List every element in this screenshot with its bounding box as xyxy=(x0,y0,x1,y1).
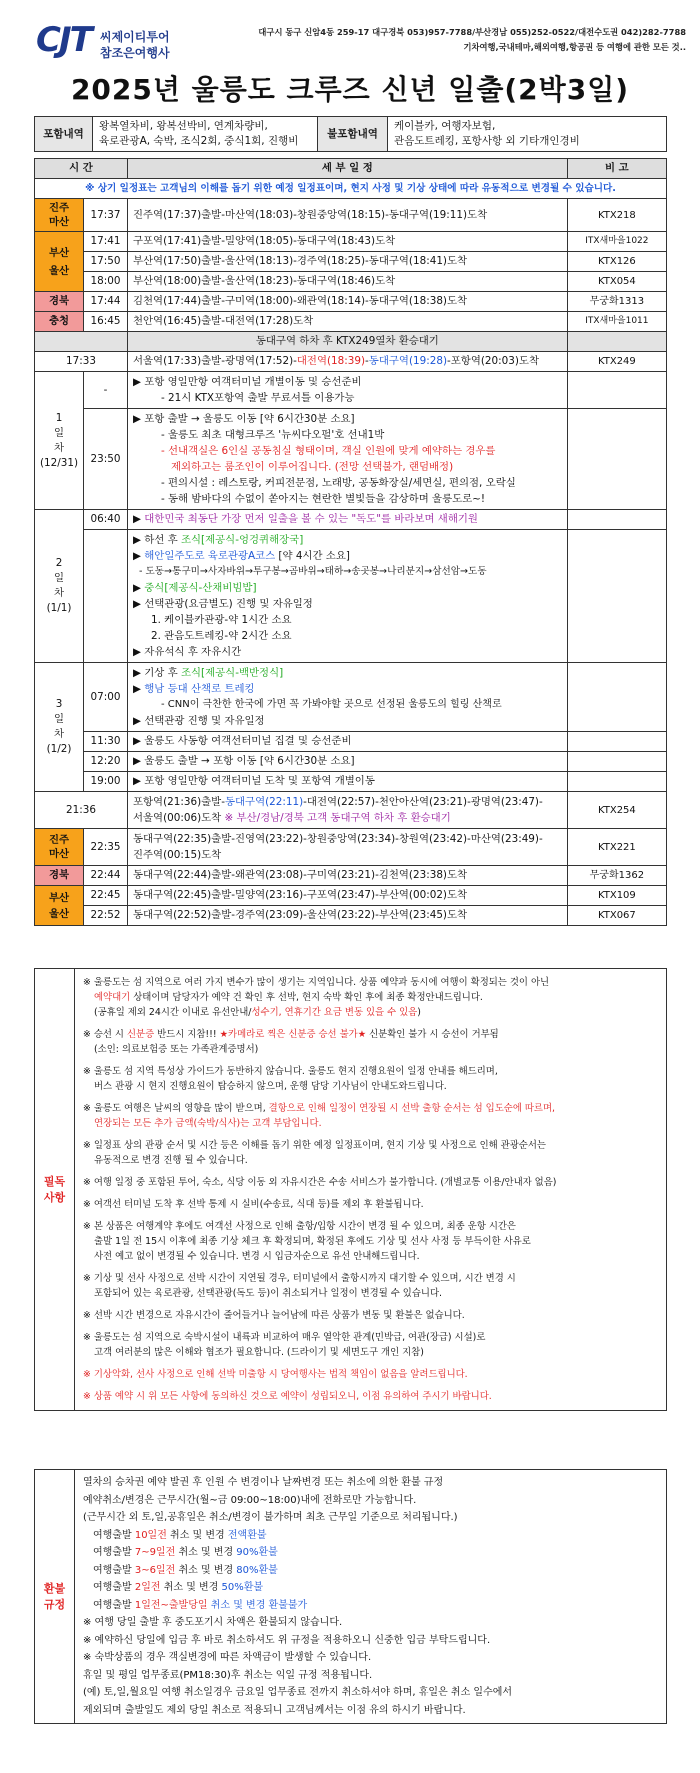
day2-row-b xyxy=(35,530,667,663)
schedule-cell: ▶ 포항 영일만항 여객터미널 도착 및 포항역 개별이동 xyxy=(127,772,567,792)
train-remark: KTX054 xyxy=(567,272,666,292)
time-cell: 11:30 xyxy=(84,732,128,752)
page-header xyxy=(0,0,700,66)
rule-refund: 80%환불 xyxy=(236,1564,278,1576)
note-item: ※ 여행 일정 중 포함된 투어, 숙소, 식당 이동 외 자유시간은 수송 서비스가 불가합니다. (개별교통 이용/안내자 없음) xyxy=(83,1177,557,1188)
table-row xyxy=(35,886,667,906)
company-logo xyxy=(30,14,200,64)
inclusions-line: 왕복열차비, 왕복선박비, 연계차량비, xyxy=(99,120,268,132)
train-remark: KTX109 xyxy=(567,886,666,906)
rule-text: 취소 및 변경 xyxy=(207,1599,269,1611)
time-cell: 22:44 xyxy=(84,866,128,886)
train-remark: KTX067 xyxy=(567,906,666,926)
schedule-line xyxy=(133,548,562,564)
logo-subname: 참조은여행사 xyxy=(100,46,170,60)
note-text: 반드시 지참!!! xyxy=(154,1029,220,1040)
note-item: ※ 기상악화, 선사 사정으로 인해 선박 미출항 시 당여행사는 법적 책임이 없음을 알려드립니다. xyxy=(83,1369,468,1380)
schedule-cell xyxy=(127,663,567,732)
time-cell: 17:33 xyxy=(35,352,128,372)
schedule-cell: 부산역(18:00)출발-울산역(18:23)-동대구역(18:46)도착 xyxy=(127,272,567,292)
route-segment: 동대구역(19:28) xyxy=(368,355,447,367)
rule-text: 여행출발 xyxy=(93,1564,135,1576)
table-row xyxy=(35,906,667,926)
note-item xyxy=(83,1219,658,1264)
page-title: 2025년 울릉도 크루즈 신년 일출(2박3일) xyxy=(70,73,630,106)
col-header-time: 시 간 xyxy=(35,159,128,179)
refund-rule xyxy=(83,1527,658,1545)
schedule-line xyxy=(133,794,562,810)
note-line: 사전 예고 없이 변경될 수 있습니다. 변경 시 입금자순으로 유선 안내해드립니다. xyxy=(94,1251,420,1262)
exclusions-line: 관음도트레킹, 포항사항 외 기타개인경비 xyxy=(394,135,580,147)
schedule-cell: 김천역(17:44)출발-구미역(18:00)-왜관역(18:14)-동대구역(18:38)도착 xyxy=(127,292,567,312)
refund-line: 제외되며 출발일도 제외 당일 취소로 적용되니 고객님께서는 이점 유의 하시기 바랍니다. xyxy=(83,1704,466,1716)
route-segment: -대전역(22:57)-천안아산역(23:21)-광명역(23:47)- xyxy=(303,796,543,808)
inclusions-table xyxy=(34,116,667,152)
table-row xyxy=(35,252,667,272)
region-busan-ulsan: 부산 울산 xyxy=(35,232,84,292)
exclusions-list xyxy=(388,117,667,152)
schedule-bullet: ▶ xyxy=(132,513,145,525)
note-highlight: 신분증 xyxy=(126,1029,155,1040)
schedule-text: ▶ 하선 후 xyxy=(132,534,181,546)
exclusions-label: 불포함내역 xyxy=(318,117,388,152)
schedule-line: - 동해 밤바다의 수없이 쏟아지는 현란한 별빛들을 감상하며 울릉도로~! xyxy=(160,493,486,505)
schedule-line: ▶ 선택관광 진행 및 자유일정 xyxy=(132,715,265,727)
schedule-cell: 진주역(17:37)출발-마산역(18:03)-창원중앙역(18:15)-동대구역(19:11)도착 xyxy=(127,199,567,232)
table-row xyxy=(35,792,667,829)
rule-refund: 전액환불 xyxy=(227,1529,267,1541)
note-line: 출발 1일 전 15시 이후에 최종 기상 체크 후 확정되며, 확정된 후에도 기상 및 선사 사정 등 부득이한 사유로 xyxy=(94,1236,531,1247)
train-remark: KTX254 xyxy=(567,792,666,829)
schedule-line: - 편의시설 : 레스토랑, 커피전문점, 노래방, 공동화장실/세면실, 편의점, 오락실 xyxy=(160,477,516,489)
schedule-cell: 동대구역(22:44)출발-왜관역(23:08)-구미역(23:21)-김천역(23:38)도착 xyxy=(127,866,567,886)
schedule-cell: ▶ 울릉도 출발 → 포항 이동 [약 6시간30분 소요] xyxy=(127,752,567,772)
schedule-line xyxy=(133,580,562,596)
tour-course: 해안일주도로 육로관광A코스 xyxy=(144,550,276,562)
table-row xyxy=(35,352,667,372)
schedule-text: ▶ xyxy=(132,683,145,695)
note-line xyxy=(83,1027,658,1042)
time-cell: 21:36 xyxy=(35,792,128,829)
meal-info: 조식[제공식-백반정식] xyxy=(180,667,284,679)
schedule-line: 진주역(00:15)도착 xyxy=(132,849,222,861)
schedule-line: - 선내객실은 6인실 공동침실 형태이며, 객실 인원에 맞게 예약하는 경우를 xyxy=(160,445,496,457)
route-segment: -포항역(20:03)도착 xyxy=(447,355,539,367)
refund-label: 환불 규정 xyxy=(35,1470,75,1724)
rule-refund: 환불불가 xyxy=(268,1599,308,1611)
note-line: ※ 본 상품은 여행계약 후에도 여객선 사정으로 인해 출항/입항 시간이 변경 될 수 있으며, 최종 운항 시간은 xyxy=(83,1221,516,1232)
schedule-cell xyxy=(127,530,567,663)
train-remark: KTX221 xyxy=(567,829,666,866)
time-cell: - xyxy=(84,372,128,409)
notes-table xyxy=(34,968,667,1411)
table-row xyxy=(35,232,667,252)
schedule-line: 2. 관음도트레킹-약 2시간 소요 xyxy=(150,630,292,642)
rule-period: 10일전 xyxy=(134,1529,167,1541)
inclusions-line: 육로관광A, 숙박, 조식2회, 중식1회, 진행비 xyxy=(99,135,299,147)
rule-period: 2일전 xyxy=(134,1582,161,1593)
refund-line: (근무시간 외 토,일,공휴일은 취소/변경이 불가하며 최초 근무일 기준으로 처리됩니다.) xyxy=(83,1512,458,1523)
table-row xyxy=(35,199,667,232)
time-cell: 22:35 xyxy=(84,829,128,866)
day1-row-a xyxy=(35,372,667,409)
day2-label: 2 일 차 (1/1) xyxy=(35,510,84,663)
schedule-line xyxy=(133,532,562,548)
notes-content xyxy=(75,969,667,1411)
note-line: (소인: 의료보험증 또는 가족관계증명서) xyxy=(94,1044,259,1055)
note-line: ※ 울릉도 섬 지역 특성상 가이드가 동반하지 않습니다. 울릉도 현지 진행요원이 일정 안내를 해드리며, xyxy=(83,1066,498,1077)
schedule-line: ▶ 선택관광(요금별도) 진행 및 자유일정 xyxy=(132,598,313,610)
schedule-line: 동대구역(22:35)출발-진영역(23:22)-창원중앙역(23:34)-창원역(23:42)-마산역(23:49)- xyxy=(132,833,543,845)
schedule-cell: ▶ 울릉도 사동항 여객선터미널 집결 및 승선준비 xyxy=(127,732,567,752)
note-item xyxy=(83,1101,658,1131)
notes-label: 필독 사항 xyxy=(35,969,75,1411)
time-cell: 16:45 xyxy=(84,312,128,332)
table-row xyxy=(35,866,667,886)
schedule-cell xyxy=(127,372,567,409)
note-text: ※ 울릉도 여행은 날씨의 영향을 많이 받으며, xyxy=(83,1103,269,1114)
note-item xyxy=(83,1027,658,1057)
note-line xyxy=(83,990,658,1005)
note-highlight: 예약대기 xyxy=(94,992,131,1003)
refund-rule xyxy=(83,1579,658,1597)
transfer-note: ※ 부산/경남/경북 고객 동대구역 하차 후 환승대기 xyxy=(224,812,451,824)
day3-row-d xyxy=(35,772,667,792)
schedule-line xyxy=(133,665,562,681)
note-line xyxy=(83,1005,658,1020)
contact-info: 대구시 동구 신암4동 259-17 대구경북 053)957-7788/부산경남 055)252-0522/대전수도권 042)282-7788 xyxy=(258,27,686,37)
day3-row-b xyxy=(35,732,667,752)
rule-period: 1일전~출발당일 xyxy=(134,1599,208,1611)
refund-rule xyxy=(83,1544,658,1562)
time-cell: 18:00 xyxy=(84,272,128,292)
transfer-row xyxy=(35,332,667,352)
company-tagline: 기차여행,국내테마,해외여행,항공권 등 여행에 관한 모든 것.. xyxy=(463,42,686,52)
schedule-line: ▶ 포항 출발 → 울릉도 이동 [약 6시간30분 소요] xyxy=(132,413,355,425)
note-text: ) xyxy=(417,1007,421,1018)
region-gyeongbuk: 경북 xyxy=(35,866,84,886)
note-highlight: ★카메라로 찍은 신분증 승선 불가★ xyxy=(219,1029,367,1040)
note-item: ※ 상품 예약 시 위 모든 사항에 동의하신 것으로 예약이 성립되오니, 이점 유의하여 주시기 바랍니다. xyxy=(83,1391,492,1402)
note-line: ※ 기상 및 선사 사정으로 선박 시간이 지연될 경우, 터미널에서 출항시까지 대기할 수 있으며, 시간 변경 시 xyxy=(83,1273,516,1284)
schedule-cell xyxy=(127,829,567,866)
note-line: ※ 울릉도는 섬 지역으로 숙박시설이 내륙과 비교하여 매우 열악한 관계(민박급, 여관(장급) 시설)로 xyxy=(83,1332,486,1343)
refund-table xyxy=(34,1469,667,1724)
refund-line: 열차의 승차권 예약 발권 후 인원 수 변경이나 날짜변경 또는 취소에 의한 환불 규정 xyxy=(83,1477,444,1488)
col-header-schedule: 세 부 일 정 xyxy=(127,159,567,179)
train-remark: 무궁화1313 xyxy=(567,292,666,312)
day3-label: 3 일 차 (1/2) xyxy=(35,663,84,792)
note-line: ※ 일정표 상의 관광 순서 및 시간 등은 이해를 돕기 위한 예정 일정표이며, 현지 기상 및 사정으로 인해 관광순서는 xyxy=(83,1140,546,1151)
table-row xyxy=(35,829,667,866)
schedule-cell xyxy=(127,352,567,372)
rule-text: 여행출발 xyxy=(93,1599,135,1611)
logo-name: 씨제이티투어 xyxy=(100,30,170,44)
schedule-text: ▶ xyxy=(132,550,145,562)
region-busan-ulsan: 부산 울산 xyxy=(35,886,84,926)
time-cell: 22:52 xyxy=(84,906,128,926)
day3-row-c xyxy=(35,752,667,772)
refund-line: 예약취소/변경은 근무시간(월~금 09:00~18:00)내에 전화로만 가능합니다. xyxy=(83,1494,417,1506)
refund-rule xyxy=(83,1562,658,1580)
schedule-line: - 21시 KTX포항역 출발 무료셔틀 이용가능 xyxy=(160,392,355,404)
route-segment: 서울역(17:33)출발-광명역(17:52)- xyxy=(132,355,297,367)
route-segment: - xyxy=(365,355,369,367)
rule-text: 여행출발 xyxy=(93,1529,135,1541)
day1-row-b xyxy=(35,409,667,510)
train-remark: 무궁화1362 xyxy=(567,866,666,886)
refund-content xyxy=(75,1470,667,1724)
schedule-line: - CNN이 극찬한 한국에 가면 꼭 가봐야할 곳으로 선정된 울릉도의 힐링 산책로 xyxy=(160,699,502,710)
note-highlight: 성수기, 연휴기간 요금 변동 있을 수 있음 xyxy=(251,1007,418,1018)
rule-refund: 50%환불 xyxy=(221,1582,264,1593)
refund-line: (예) 토,일,월요일 여행 취소일경우 금요일 업무종료 전까지 취소하셔야 하며, 휴일은 취소 일수에서 xyxy=(83,1687,513,1698)
note-text: 신분확인 불가 시 승선이 거부됨 xyxy=(366,1029,499,1040)
note-item xyxy=(83,1138,658,1168)
schedule-cell: 구포역(17:41)출발-밀양역(18:05)-동대구역(18:43)도착 xyxy=(127,232,567,252)
time-cell: 06:40 xyxy=(84,510,128,530)
logo-mark: CJT xyxy=(36,20,91,60)
train-remark: KTX249 xyxy=(567,352,666,372)
note-item: ※ 여객선 터미널 도착 후 선박 통제 시 실비(수송료, 식대 등)를 제외 후 환불됩니다. xyxy=(83,1199,424,1210)
day1-label: 1 일 차 (12/31) xyxy=(35,372,84,510)
schedule-line xyxy=(133,681,562,697)
note-item: ※ 선박 시간 변경으로 자유시간이 줄어들거나 늘어남에 따른 상품가 변동 및 환불은 없습니다. xyxy=(83,1310,465,1321)
table-row xyxy=(35,272,667,292)
time-cell: 17:44 xyxy=(84,292,128,312)
refund-line: ※ 숙박상품의 경우 객실변경에 따른 차액금이 발생할 수 있습니다. xyxy=(83,1652,372,1663)
refund-line: 휴일 및 평일 업무종료(PM18:30)후 취소는 익일 규정 적용됩니다. xyxy=(83,1669,373,1681)
tour-route: - 도동→통구미→사자바위→투구봉→곰바위→태하→송곳봉→나리분지→삼선암→도동 xyxy=(138,566,487,577)
note-line: 유동적으로 변경 진행 될 수 있습니다. xyxy=(94,1155,248,1166)
meal-info: 조식[제공식-엉겅퀴해장국] xyxy=(180,534,304,546)
refund-rule xyxy=(83,1597,658,1615)
time-cell: 19:00 xyxy=(84,772,128,792)
time-cell: 12:20 xyxy=(84,752,128,772)
note-line: 포함되어 있는 육로관광, 선택관광(독도 등)이 취소되거나 일정이 변경될 수 있습니다. xyxy=(94,1288,443,1299)
region-jinju-masan: 진주 마산 xyxy=(35,199,84,232)
day2-row-a xyxy=(35,510,667,530)
schedule-line: ▶ 포항 영일만항 여객터미널 개별이동 및 승선준비 xyxy=(132,376,362,388)
route-segment: 대전역(18:39) xyxy=(296,355,366,367)
schedule-text: ▶ xyxy=(132,582,145,594)
schedule-cell xyxy=(127,510,567,530)
schedule-cell: 부산역(17:50)출발-울산역(18:13)-경주역(18:25)-동대구역(18:41)도착 xyxy=(127,252,567,272)
inclusions-label: 포함내역 xyxy=(35,117,93,152)
schedule-line: 1. 케이블카관광-약 1시간 소요 xyxy=(150,614,292,626)
train-remark: KTX218 xyxy=(567,199,666,232)
note-text: (공휴일 제외 24시간 이내로 유선안내/ xyxy=(94,1007,252,1018)
rule-period: 7~9일전 xyxy=(134,1547,176,1558)
time-cell: 22:45 xyxy=(84,886,128,906)
train-remark: ITX새마을1011 xyxy=(567,312,666,332)
note-item xyxy=(83,1271,658,1301)
region-chungcheong: 충청 xyxy=(35,312,84,332)
rule-refund: 90%환불 xyxy=(236,1547,278,1558)
schedule-text: ▶ 기상 후 xyxy=(132,667,181,679)
schedule-cell xyxy=(127,409,567,510)
region-jinju-masan: 진주 마산 xyxy=(35,829,84,866)
schedule-text: [약 4시간 소요] xyxy=(275,550,350,562)
schedule-cell xyxy=(127,792,567,829)
day3-row-a xyxy=(35,663,667,732)
table-row xyxy=(35,312,667,332)
note-line: 연장되는 모든 추가 금액(숙박/식사)는 고객 부담입니다. xyxy=(94,1118,322,1129)
time-cell: 17:41 xyxy=(84,232,128,252)
rule-text: 취소 및 변경 xyxy=(160,1582,222,1593)
col-header-remark: 비 고 xyxy=(567,159,666,179)
rule-text: 여행출발 xyxy=(93,1582,135,1593)
region-gyeongbuk: 경북 xyxy=(35,292,84,312)
schedule-notice: ※ 상기 일정표는 고객님의 이해를 돕기 위한 예정 일정표이며, 현지 사정 및 기상 상태에 따라 유동적으로 변경될 수 있습니다. xyxy=(35,179,667,199)
inclusions-list xyxy=(93,117,318,152)
rule-text: 취소 및 변경 xyxy=(175,1564,237,1576)
rule-period: 3~6일전 xyxy=(134,1564,176,1576)
note-text: 상태이며 담당자가 예약 건 확인 후 선박, 현지 숙박 확인 후에 최종 확정안내드립니다. xyxy=(130,992,483,1003)
schedule-line: ▶ 자유석식 후 자유시간 xyxy=(132,646,242,658)
schedule-cell: 천안역(16:45)출발-대전역(17:28)도착 xyxy=(127,312,567,332)
rule-text: 취소 및 변경 xyxy=(175,1547,237,1558)
schedule-line: - 울릉도 최초 대형크루즈 '뉴씨다오펄'호 선내1박 xyxy=(160,429,385,441)
route-segment: 서울역(00:06)도착 xyxy=(132,812,225,824)
schedule-cell: 동대구역(22:45)출발-밀양역(23:16)-구포역(23:47)-부산역(00:02)도착 xyxy=(127,886,567,906)
note-highlight: 결항으로 인해 일정이 연장될 시 선박 출항 순서는 섬 입도순에 따르며, xyxy=(268,1103,556,1114)
rule-text: 취소 및 변경 xyxy=(166,1529,228,1541)
note-item xyxy=(83,1330,658,1360)
transfer-notice: 동대구역 하차 후 KTX249열차 환승대기 xyxy=(127,332,567,352)
table-row xyxy=(35,292,667,312)
exclusions-line: 케이블카, 여행자보험, xyxy=(394,120,496,132)
schedule-line: 제외하고는 룸조인이 이루어집니다. (전망 선택불가, 랜덤배정) xyxy=(170,461,454,473)
train-remark: KTX126 xyxy=(567,252,666,272)
itinerary-table xyxy=(34,158,667,926)
tour-course: 행남 등대 산책로 트레킹 xyxy=(144,683,255,695)
note-line xyxy=(83,1101,658,1116)
note-line: 버스 관광 시 현지 진행요원이 탑승하지 않으며, 운행 담당 기사님이 안내도와드립니다. xyxy=(94,1081,447,1092)
schedule-line: 대한민국 최동단 가장 먼저 일출을 볼 수 있는 "독도"를 바라보며 새해기원 xyxy=(144,513,478,525)
refund-line: ※ 예약하신 당일에 입금 후 바로 취소하셔도 위 규정을 적용하오니 신중한 입금 부탁드립니다. xyxy=(83,1634,491,1646)
route-segment: 동대구역(22:11) xyxy=(224,796,304,808)
route-segment: 포항역(21:36)출발- xyxy=(132,796,225,808)
note-item xyxy=(83,1064,658,1094)
meal-info: 중식[제공식-산채비빔밥] xyxy=(144,582,257,594)
note-line: 고객 여러분의 많은 이해와 협조가 필요합니다. (드라이기 및 세면도구 개인 지참) xyxy=(94,1347,424,1358)
time-cell: 17:50 xyxy=(84,252,128,272)
time-cell: 07:00 xyxy=(84,663,128,732)
note-item xyxy=(83,975,658,1020)
note-text: ※ 승선 시 xyxy=(83,1029,127,1040)
schedule-line xyxy=(133,810,562,826)
time-cell: 17:37 xyxy=(84,199,128,232)
time-cell: 23:50 xyxy=(84,409,128,510)
train-remark: ITX새마을1022 xyxy=(567,232,666,252)
rule-text: 여행출발 xyxy=(93,1547,135,1558)
refund-line: ※ 여행 당일 출발 후 중도포기시 차액은 환불되지 않습니다. xyxy=(83,1617,343,1628)
note-line: ※ 울릉도는 섬 지역으로 여러 가지 변수가 많이 생기는 지역입니다. 상품 예약과 동시에 여행이 확정되는 것이 아닌 xyxy=(83,977,550,988)
schedule-cell: 동대구역(22:52)출발-경주역(23:09)-울산역(23:22)-부산역(23:45)도착 xyxy=(127,906,567,926)
